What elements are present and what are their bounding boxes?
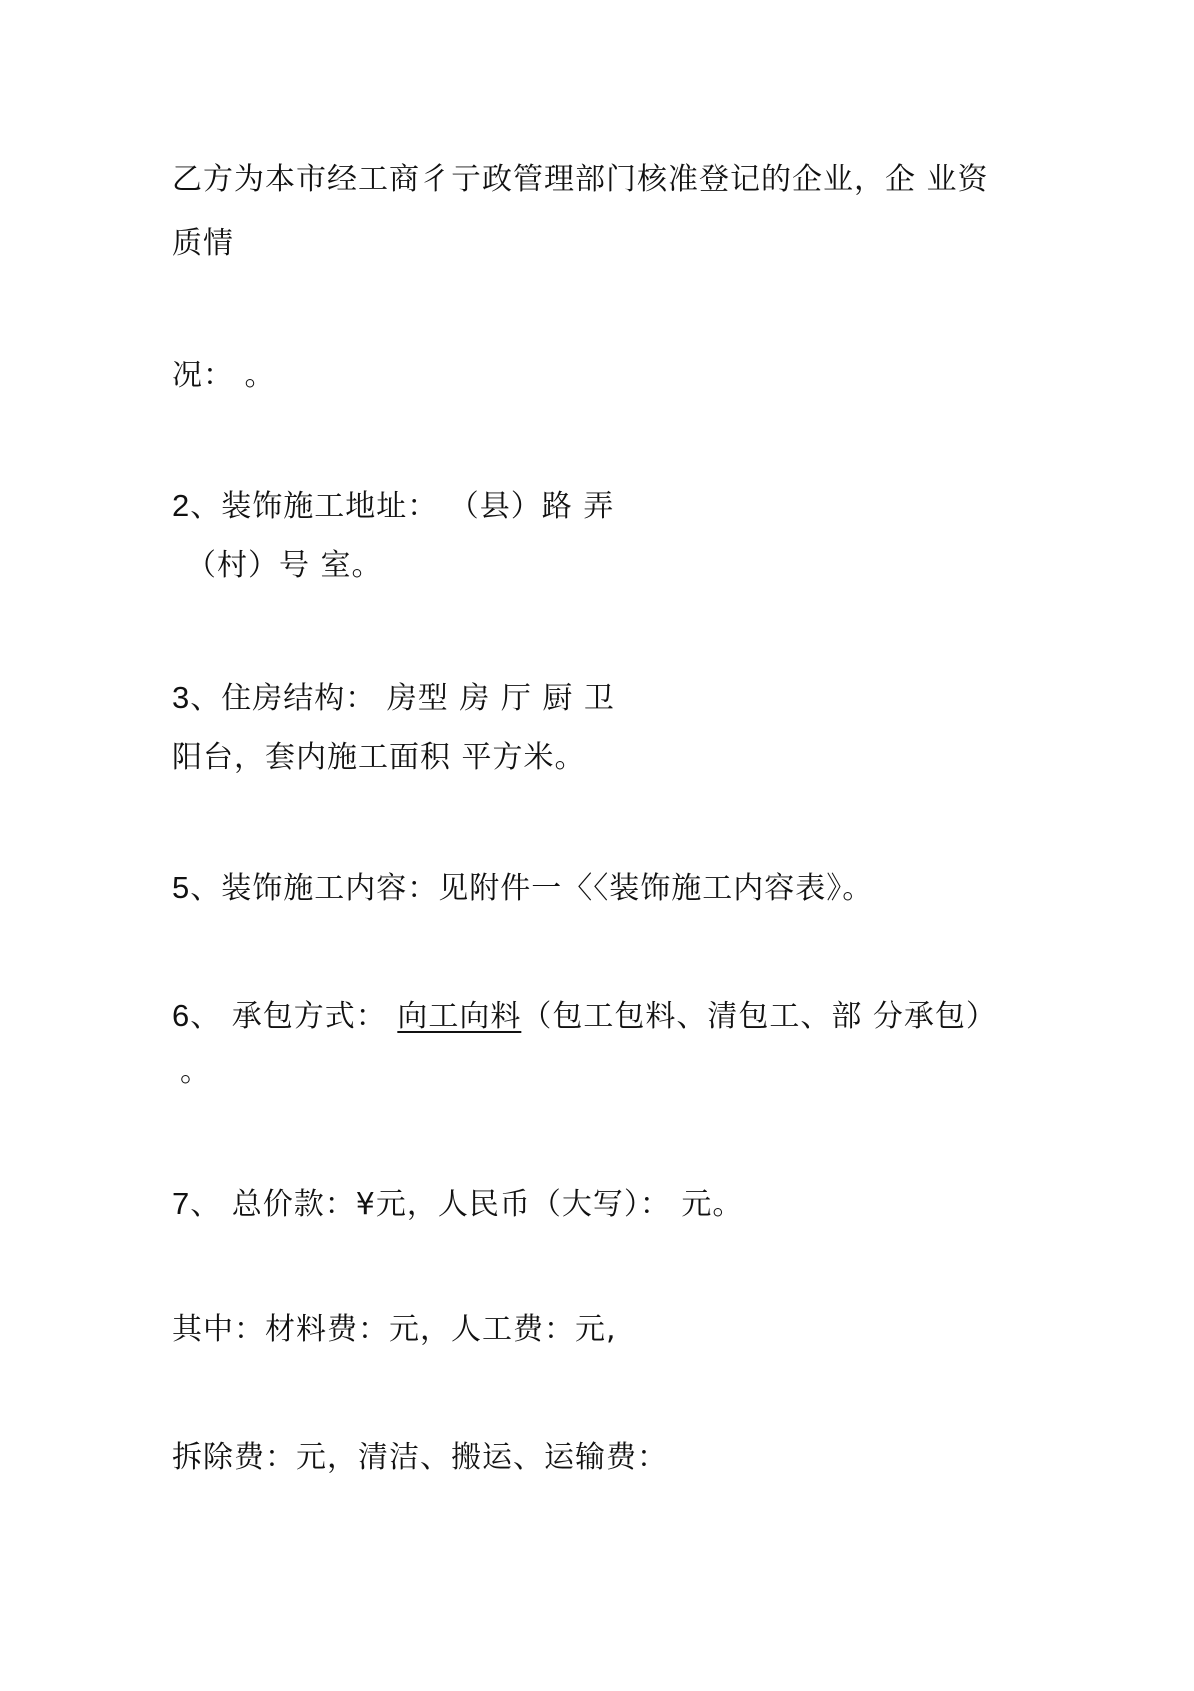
item-6-prefix: 、 承包方式：: [190, 999, 398, 1034]
item-5-text: 、装饰施工内容：见附件一〈〈装饰施工内容表》。: [190, 871, 874, 906]
item-2-text: 、装饰施工地址： （县）路 弄: [190, 489, 615, 524]
item-3-number: 3: [172, 680, 191, 715]
item-3-line-1: [172, 678, 615, 719]
item-3-text: 、住房结构： 房型 房 厅 厨 卫: [190, 681, 615, 716]
item-6-underlined-choice: 向工向料: [397, 999, 522, 1034]
intro-line-1: 乙方为本市经工商彳亍政管理部门核准登记的企业，企 业资: [172, 162, 989, 197]
costs-line-2: 拆除费：元，清洁、搬运、运输费：: [172, 1440, 668, 1475]
item-6-line-2: 。: [180, 1054, 211, 1089]
item-2-line-1: [172, 486, 614, 527]
item-7-line-1: [172, 1184, 743, 1225]
item-6-number: 6: [172, 998, 191, 1033]
item-7-number: 7: [172, 1186, 191, 1221]
item-6-line-1: [172, 996, 997, 1037]
intro-line-3: 况： 。: [172, 358, 276, 393]
item-2-number: 2: [172, 488, 191, 523]
item-5-line-1: [172, 868, 873, 909]
item-5-number: 5: [172, 870, 191, 905]
intro-line-2: 质情: [172, 226, 234, 261]
item-7-text: 、 总价款：¥元，人民币（大写）： 元。: [190, 1187, 744, 1222]
item-3-line-2: 阳台，套内施工面积 平方米。: [172, 740, 586, 775]
item-2-line-2: （村）号 室。: [186, 548, 383, 583]
item-6-suffix: （包工包料、清包工、部 分承包）: [521, 999, 997, 1034]
costs-line-1: 其中：材料费：元，人工费：元,: [172, 1312, 617, 1347]
